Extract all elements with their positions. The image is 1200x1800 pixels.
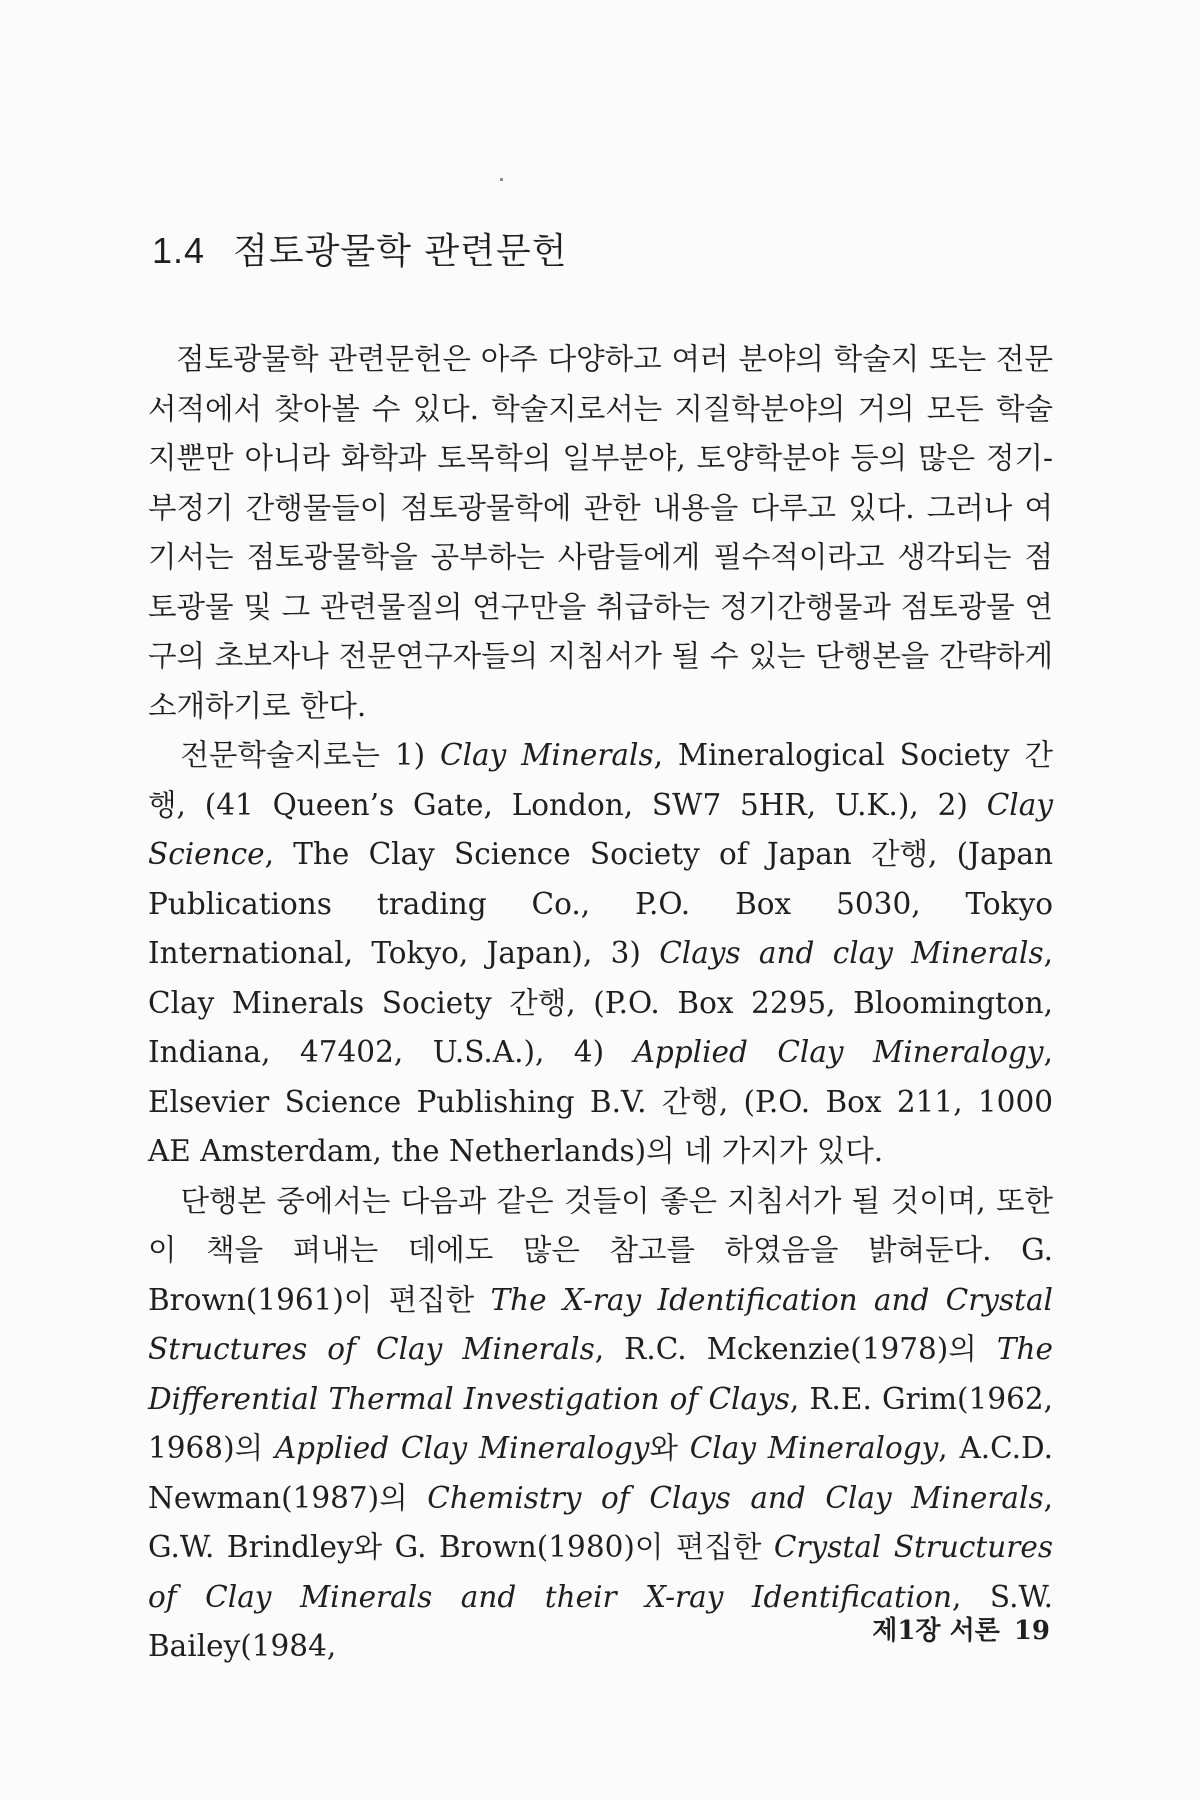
section-number: 1.4 <box>152 230 206 271</box>
book-title-xray-identification: The X-ray Identification and Crystal Structures of Clay Minerals <box>148 1282 1053 1366</box>
paragraph-intro-text: 점토광물학 관련문헌은 아주 다양하고 여러 분야의 학술지 또는 전문서적에서 찾아볼 수 있다. 학술지로서는 지질학분야의 거의 모든 학술지뿐만 아니라 화학과 토목학의 일부분야, 토양학분야 등의 많은 정기-부정기 간행물들이 점토광물학에 관한 내용을 다루고 있다. 그러나 여기서는 점토광물학을 공부하는 사람들에게 필수적이라고 생각되는 점토광물 및 그 관련물질의 연구만을 취급하는 정기간행물과 점토광물 연구의 초보자나 전문연구자들의 지침서가 될 수 있는 단행본을 간략하게 소개하기로 한다. <box>148 342 1053 723</box>
page-number: 19 <box>1013 1616 1050 1646</box>
book-details-6: , S.W. Bailey(1984, <box>148 1579 1053 1663</box>
book-details-1: , R.C. Mckenzie(1978)의 <box>594 1332 997 1366</box>
book-title-chemistry-of-clays: Chemistry of Clays and Clay Minerals <box>427 1480 1044 1515</box>
section-title: 점토광물학 관련문헌 <box>233 231 568 272</box>
journal-details-1: , Mineralogical Society 간행, (41 Queen’s Gate, London, SW7 5HR, U.K.), 2) <box>148 738 1053 822</box>
book-details-4: , A.C.D. Newman(1987)의 <box>148 1431 1053 1515</box>
journal-title-clay-minerals: Clay Minerals <box>440 738 654 772</box>
paragraph-journals <box>148 731 1053 1177</box>
journal-title-clays-and-clay-minerals: Clays and clay Minerals <box>659 936 1044 970</box>
page-footer <box>872 1615 1050 1647</box>
header-mark <box>500 178 503 181</box>
journal-title-clay-science: Clay Science <box>148 787 1053 871</box>
running-footer-chapter: 제1장 서론 <box>872 1616 1000 1646</box>
journal-details-3: , Clay Minerals Society 간행, (P.O. Box 2295, Bloomington, Indiana, 47402, U.S.A.), 4) <box>148 936 1053 1069</box>
book-conjunction: 와 <box>649 1431 690 1465</box>
journal-title-applied-clay-mineralogy: Applied Clay Mineralogy <box>633 1035 1044 1069</box>
book-title-differential-thermal: The Differential Thermal Investigation of Clays <box>148 1332 1053 1416</box>
journal-details-2: , The Clay Science Society of Japan 간행, (Japan Publications trading Co., P.O. Box 5030, Tokyo International, Tokyo, Japan), 3) <box>148 837 1053 970</box>
body-text <box>148 335 1053 1672</box>
book-details-2: , R.E. Grim(1962, 1968)의 <box>148 1381 1054 1465</box>
book-title-crystal-structures: Crystal Structures of Clay Minerals and their X-ray Identification <box>148 1530 1053 1614</box>
journal-details-4: , Elsevier Science Publishing B.V. 간행, (P.O. Box 211, 1000 AE Amsterdam, the Netherlands)의 네 가지가 있다. <box>148 1035 1053 1168</box>
books-intro: 단행본 중에서는 다음과 같은 것들이 좋은 지침서가 될 것이며, 또한 이 책을 펴내는 데에도 많은 참고를 하였음을 밝혀둔다. G. Brown(1961)이 편집한 <box>148 1183 1053 1317</box>
book-title-clay-mineralogy: Clay Mineralogy <box>689 1431 939 1465</box>
journals-intro: 전문학술지로는 1) <box>180 738 441 772</box>
paragraph-books <box>148 1177 1053 1672</box>
book-title-applied-clay-mineralogy: Applied Clay Mineralogy <box>274 1431 650 1465</box>
section-heading <box>152 228 567 275</box>
paragraph-intro <box>148 335 1053 731</box>
book-details-5: , G.W. Brindley와 G. Brown(1980)이 편집한 <box>148 1480 1053 1564</box>
